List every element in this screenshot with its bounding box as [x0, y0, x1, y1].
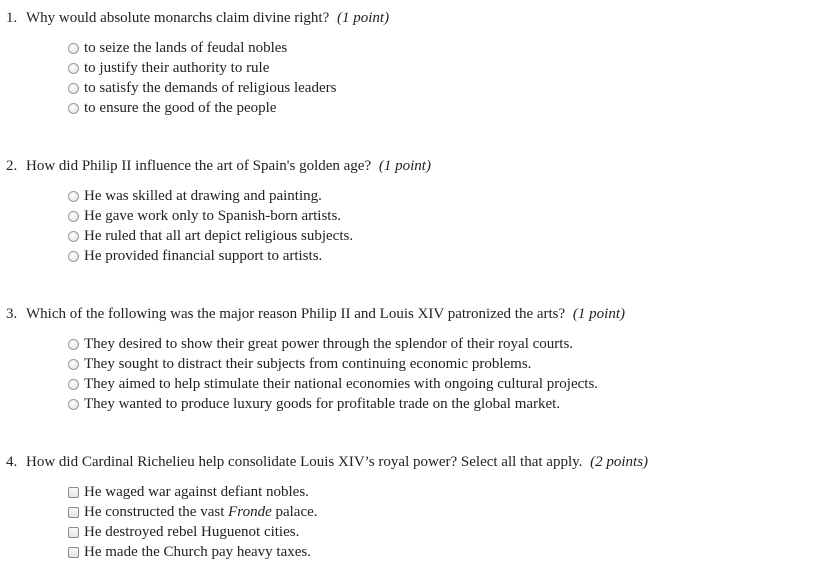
answer-options	[68, 186, 353, 266]
option-label: They desired to show their great power through the splendor of their royal courts.	[84, 336, 574, 352]
question-points: (2 points)	[590, 454, 649, 470]
radio-button[interactable]	[68, 211, 79, 222]
question-number: 4.	[6, 454, 18, 470]
radio-button[interactable]	[68, 83, 79, 94]
radio-button[interactable]	[68, 63, 79, 74]
answer-option[interactable]	[68, 98, 336, 118]
question-prompt	[6, 8, 389, 28]
checkbox[interactable]	[68, 527, 79, 538]
option-label: He destroyed rebel Huguenot cities.	[84, 524, 300, 540]
checkbox[interactable]	[68, 547, 79, 558]
radio-button[interactable]	[68, 191, 79, 202]
question-text: How did Cardinal Richelieu help consolidate Louis XIV’s royal power? Select all that apply.	[26, 454, 583, 470]
radio-button[interactable]	[68, 379, 79, 390]
question-text: How did Philip II influence the art of Spain's golden age?	[26, 158, 372, 174]
option-label: He ruled that all art depict religious subjects.	[84, 228, 354, 244]
radio-button[interactable]	[68, 399, 79, 410]
question-prompt	[6, 452, 648, 472]
option-label	[84, 502, 318, 522]
question-points: (1 point)	[337, 10, 390, 26]
answer-option[interactable]	[68, 78, 336, 98]
question-number: 1.	[6, 10, 18, 26]
option-label: They wanted to produce luxury goods for profitable trade on the global market.	[84, 396, 561, 412]
question-number: 2.	[6, 158, 18, 174]
answer-option[interactable]	[68, 58, 336, 78]
option-label-after: palace.	[271, 504, 318, 520]
radio-button[interactable]	[68, 251, 79, 262]
option-label: to ensure the good of the people	[84, 100, 277, 116]
radio-button[interactable]	[68, 359, 79, 370]
answer-option[interactable]	[68, 206, 353, 226]
question-prompt	[6, 304, 625, 324]
option-label: He provided financial support to artists.	[84, 248, 323, 264]
answer-option[interactable]	[68, 38, 336, 58]
option-label: He was skilled at drawing and painting.	[84, 188, 322, 204]
question-points: (1 point)	[378, 158, 431, 174]
answer-option[interactable]	[68, 502, 318, 522]
question-points: (1 point)	[572, 306, 625, 322]
answer-option[interactable]	[68, 334, 598, 354]
question-prompt	[6, 156, 431, 176]
radio-button[interactable]	[68, 231, 79, 242]
option-label-italic: Fronde	[228, 504, 272, 520]
question-text: Why would absolute monarchs claim divine right?	[26, 10, 330, 26]
answer-options	[68, 334, 598, 414]
answer-options	[68, 482, 318, 562]
option-label: They aimed to help stimulate their national economies with ongoing cultural projects.	[84, 376, 599, 392]
radio-button[interactable]	[68, 43, 79, 54]
question-text: Which of the following was the major reason Philip II and Louis XIV patronized the arts?	[26, 306, 566, 322]
answer-option[interactable]	[68, 374, 598, 394]
radio-button[interactable]	[68, 103, 79, 114]
option-label: He waged war against defiant nobles.	[84, 484, 309, 500]
option-label: to satisfy the demands of religious leaders	[84, 80, 337, 96]
answer-option[interactable]	[68, 226, 353, 246]
option-label: They sought to distract their subjects from continuing economic problems.	[84, 356, 532, 372]
answer-option[interactable]	[68, 246, 353, 266]
checkbox[interactable]	[68, 487, 79, 498]
radio-button[interactable]	[68, 339, 79, 350]
question-number: 3.	[6, 306, 18, 322]
option-label: to seize the lands of feudal nobles	[84, 40, 288, 56]
option-label: to justify their authority to rule	[84, 60, 270, 76]
answer-option[interactable]	[68, 542, 318, 562]
checkbox[interactable]	[68, 507, 79, 518]
answer-option[interactable]	[68, 522, 318, 542]
option-label: He gave work only to Spanish-born artists.	[84, 208, 342, 224]
answer-options	[68, 38, 336, 118]
option-label: He made the Church pay heavy taxes.	[84, 544, 311, 560]
answer-option[interactable]	[68, 186, 353, 206]
answer-option[interactable]	[68, 482, 318, 502]
answer-option[interactable]	[68, 394, 598, 414]
option-label-before: He constructed the vast	[84, 504, 229, 520]
answer-option[interactable]	[68, 354, 598, 374]
